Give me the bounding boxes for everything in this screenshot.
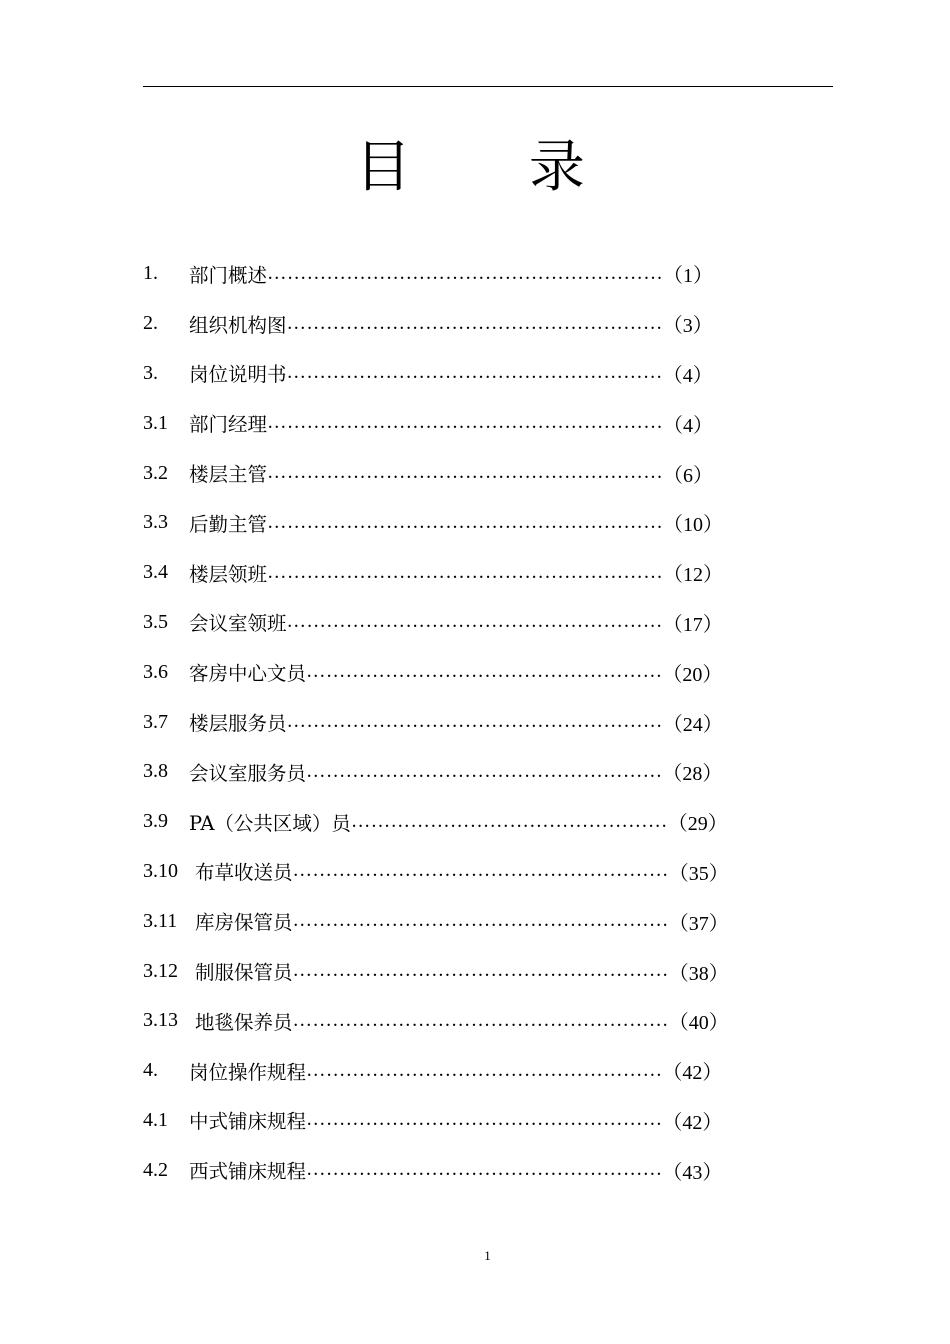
toc-entry[interactable] [143, 1145, 833, 1195]
toc-entry-number: 3.3 [143, 511, 168, 534]
toc-entry[interactable] [143, 1096, 833, 1146]
toc-entry-page: （3） [662, 315, 713, 338]
toc-entry-page: （42） [662, 1111, 723, 1134]
toc-dot-leader: …………………………………………………… [267, 412, 664, 434]
toc-entry-title: 楼层领班 [189, 562, 268, 586]
toc-entry-number: 3.6 [143, 660, 168, 683]
toc-entry-title: 楼层服务员 [189, 712, 287, 736]
toc-entry[interactable] [143, 498, 833, 548]
toc-entry-title: 客房中心文员 [189, 662, 307, 686]
toc-entry-number: 3.4 [143, 561, 168, 584]
toc-entry-page: （29） [667, 813, 728, 836]
toc-entry-page: （42） [662, 1062, 723, 1085]
toc-title: 目 录 [355, 135, 635, 200]
toc-entry[interactable] [143, 349, 833, 399]
toc-dot-leader: …………………………………………………… [267, 561, 664, 583]
toc-entry-title: 岗位说明书 [189, 363, 287, 387]
toc-entry-title: 岗位操作规程 [189, 1060, 307, 1084]
toc-dot-leader: ……………………………………………… [306, 1159, 663, 1181]
toc-entry-title: 部门概述 [189, 263, 268, 287]
toc-entry-title: 部门经理 [189, 413, 268, 437]
toc-entry[interactable] [143, 448, 833, 498]
toc-entry-number: 3.1 [143, 411, 168, 434]
toc-entry-number: 3.12 [143, 959, 178, 982]
toc-list [143, 249, 833, 1195]
toc-entry[interactable] [143, 398, 833, 448]
toc-entry-number: 3.8 [143, 760, 168, 783]
toc-dot-leader: …………………………………………………… [267, 262, 664, 284]
toc-entry-number: 3.9 [143, 810, 168, 833]
page-number: 1 [484, 1248, 491, 1263]
toc-entry-number: 3.13 [143, 1009, 178, 1032]
toc-entry-title: PA（公共区域）员 [189, 811, 351, 835]
toc-dot-leader: ………………………………………………… [292, 960, 669, 982]
toc-entry-number: 3. [143, 361, 158, 384]
toc-entry-number: 4. [143, 1059, 158, 1082]
toc-entry[interactable] [143, 946, 833, 996]
toc-dot-leader: ………………………………………………… [292, 910, 669, 932]
toc-dot-leader: ……………………………………………… [306, 1059, 663, 1081]
toc-entry[interactable] [143, 598, 833, 648]
toc-entry-page: （4） [662, 364, 713, 387]
toc-entry[interactable] [143, 996, 833, 1046]
toc-entry-title: 布草收送员 [195, 861, 293, 885]
toc-entry[interactable] [143, 847, 833, 897]
toc-entry-page: （24） [662, 713, 723, 736]
toc-entry-number: 2. [143, 312, 158, 335]
toc-entry[interactable] [143, 249, 833, 299]
toc-entry[interactable] [143, 647, 833, 697]
toc-entry-page: （12） [663, 564, 724, 587]
toc-dot-leader: ………………………………………… [350, 810, 668, 832]
toc-entry-number: 3.5 [143, 610, 168, 633]
toc-dot-leader: ………………………………………………… [292, 860, 669, 882]
toc-entry-title: 会议室服务员 [189, 761, 307, 785]
toc-dot-leader: …………………………………………………… [267, 462, 664, 484]
toc-entry-number: 4.1 [143, 1108, 168, 1131]
toc-entry-page: （38） [668, 962, 729, 985]
toc-entry-page: （6） [663, 464, 714, 487]
toc-entry-title: 楼层主管 [189, 463, 268, 487]
toc-entry-number: 3.11 [143, 909, 178, 932]
toc-entry-page: （35） [668, 862, 729, 885]
toc-entry-number: 3.7 [143, 710, 168, 733]
toc-dot-leader: ……………………………………………… [306, 661, 663, 683]
toc-entry[interactable] [143, 548, 833, 598]
toc-entry-title: 库房保管员 [195, 911, 293, 935]
toc-entry-page: （20） [662, 663, 723, 686]
toc-entry-page: （37） [668, 912, 729, 935]
toc-entry-title: 制服保管员 [195, 961, 293, 985]
toc-dot-leader: …………………………………………………… [267, 511, 664, 533]
toc-entry-page: （17） [662, 613, 723, 636]
toc-entry[interactable] [143, 747, 833, 797]
header-rule [143, 86, 833, 87]
toc-entry[interactable] [143, 1046, 833, 1096]
toc-entry-title: 西式铺床规程 [189, 1160, 307, 1184]
toc-entry[interactable] [143, 697, 833, 747]
toc-entry[interactable] [143, 797, 833, 847]
toc-dot-leader: ……………………………………………… [306, 1109, 663, 1131]
toc-entry-number: 3.10 [143, 859, 178, 882]
toc-entry-title: 地毯保养员 [195, 1010, 293, 1034]
toc-entry-page: （28） [662, 763, 723, 786]
toc-entry-page: （10） [663, 514, 724, 537]
toc-entry-title: 中式铺床规程 [189, 1110, 307, 1134]
toc-entry-number: 1. [143, 262, 158, 285]
toc-dot-leader: ……………………………………………… [306, 760, 663, 782]
toc-entry-number: 3.2 [143, 461, 168, 484]
toc-dot-leader: ………………………………………………… [286, 362, 663, 384]
toc-dot-leader: ………………………………………………… [286, 711, 663, 733]
toc-entry-page: （1） [663, 265, 714, 288]
toc-entry[interactable] [143, 896, 833, 946]
toc-dot-leader: ………………………………………………… [286, 312, 663, 334]
toc-entry-page: （4） [663, 414, 714, 437]
toc-entry-number: 4.2 [143, 1158, 168, 1181]
toc-entry-page: （40） [668, 1012, 729, 1035]
toc-dot-leader: ………………………………………………… [292, 1009, 669, 1031]
toc-entry-title: 组织机构图 [189, 313, 287, 337]
toc-entry-title: 会议室领班 [189, 612, 287, 636]
toc-entry-page: （43） [662, 1161, 723, 1184]
toc-entry-title: 后勤主管 [189, 512, 268, 536]
toc-entry[interactable] [143, 299, 833, 349]
toc-dot-leader: ………………………………………………… [286, 611, 663, 633]
